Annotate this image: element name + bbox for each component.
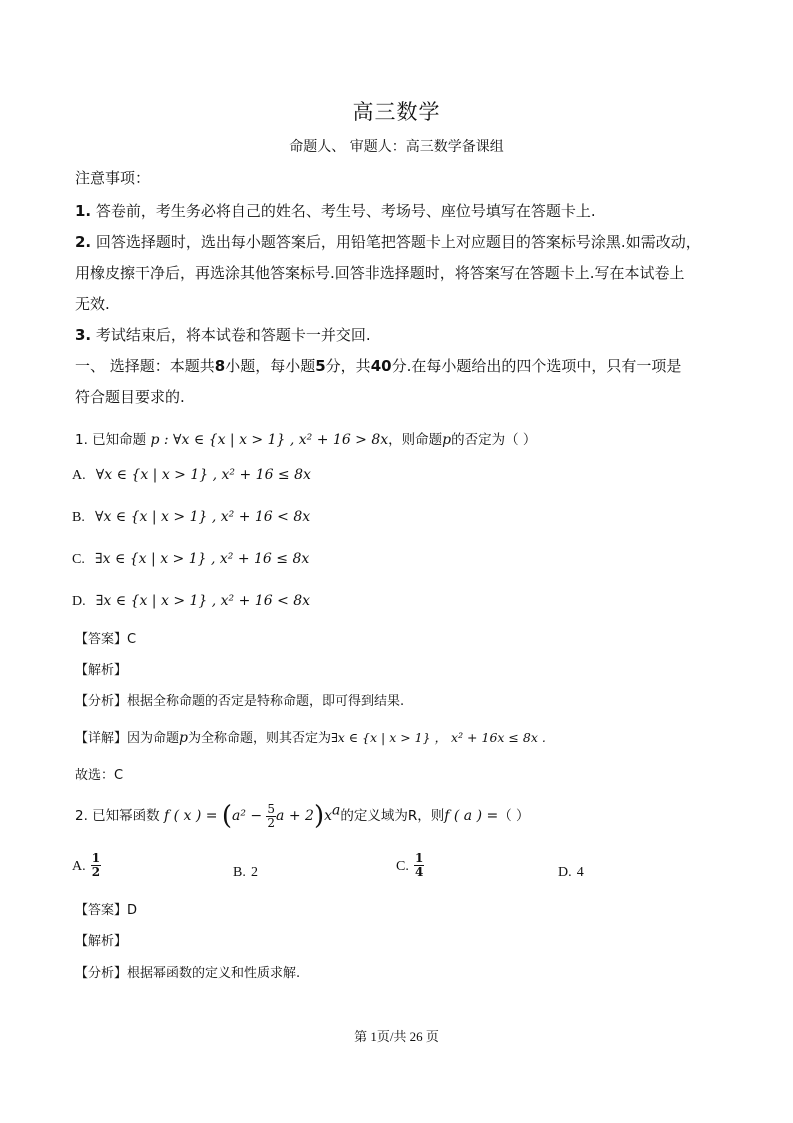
q2-answer: 【答案】D — [75, 903, 138, 918]
q2-exponent: a — [332, 802, 341, 819]
notice-item-2-num: 2. — [75, 233, 92, 251]
q1-answer: 【答案】C — [75, 632, 137, 647]
section-1-text-g: 分.在每小题给出的四个选项中，只有一项是 — [391, 357, 682, 375]
q1-detail-math: ∃x ∈ {x | x > 1} ， x² + 16x ≤ 8x . — [331, 730, 546, 745]
q2-option-b — [233, 861, 258, 881]
section-1-text-a: 一、 选择题：本题共 — [75, 357, 215, 375]
q1-suffix: 的否定为（ ） — [451, 432, 537, 448]
q2-option-a-label: A. — [72, 859, 86, 874]
q2-fx: f ( x ) = — [163, 808, 218, 824]
notice-item-2-text-line2: 用橡皮擦干净后，再选涂其他答案标号.回答非选择题时，将答案写在答题卡上.写在本试卷上 — [75, 264, 685, 282]
q1-mid: ，则命题 — [388, 432, 443, 448]
q2-option-c-num: 1 — [414, 851, 424, 865]
q2-suffix: （ ） — [498, 808, 530, 824]
q2-frac-num: 5 — [267, 801, 276, 816]
q1-option-b — [72, 506, 310, 526]
q1-option-d-math: ∃x ∈ {x | x > 1} , x² + 16 < 8x — [95, 593, 311, 609]
q2-option-a-frac — [91, 852, 101, 879]
q2-option-d — [558, 861, 584, 881]
q1-detail-mid: 为全称命题，则其否定为 — [187, 731, 331, 746]
q1-option-c — [72, 548, 309, 568]
q1-detail-p: p — [179, 730, 188, 746]
section-1-intro — [75, 355, 681, 376]
q2-option-c — [396, 852, 424, 879]
q2-option-d-value: 4 — [576, 865, 584, 880]
q1-detail-prefix: 【详解】因为命题 — [75, 731, 180, 746]
q2-option-b-value: 2 — [250, 865, 258, 880]
question-1-stem — [75, 428, 536, 448]
q2-option-d-label: D. — [558, 865, 572, 880]
q2-option-c-den: 4 — [414, 865, 424, 879]
q2-option-c-label: C. — [396, 859, 409, 874]
notice-item-2-text-line1: 回答选择题时，选出每小题答案后，用铅笔把答题卡上对应题目的答案标号涂黑.如需改动， — [95, 233, 701, 251]
q1-option-d — [72, 590, 310, 610]
notice-item-3 — [75, 324, 371, 345]
notice-item-1 — [75, 200, 596, 221]
author-line: 命题人、 审题人：高三数学备课组 — [289, 139, 504, 155]
q2-option-b-label: B. — [233, 865, 246, 880]
q1-option-c-math: ∃x ∈ {x | x > 1} , x² + 16 ≤ 8x — [95, 551, 310, 567]
q1-option-a — [72, 464, 311, 484]
q2-analysis-tag: 【解析】 — [75, 934, 128, 949]
q2-tail: a + 2 — [276, 808, 314, 824]
q2-close-paren: ) — [313, 801, 325, 831]
q1-prefix: 1. 已知命题 — [75, 432, 147, 448]
q2-prefix: 2. 已知幂函数 — [75, 808, 160, 824]
q1-option-b-label: B. — [72, 510, 85, 525]
q2-fa: f ( a ) = — [444, 808, 499, 824]
notice-item-1-num: 1. — [75, 202, 92, 220]
q2-option-a-num: 1 — [91, 851, 101, 865]
q2-option-c-frac — [414, 852, 424, 879]
notice-item-2-text-line3: 无效. — [75, 295, 110, 313]
q1-option-a-math: ∀x ∈ {x | x > 1} , x² + 16 ≤ 8x — [95, 467, 311, 483]
page-number: 第 1页/共 26 页 — [354, 1029, 439, 1044]
section-1-text-c: 小题，每小题 — [225, 357, 316, 375]
q1-detail — [75, 727, 546, 746]
q1-proposition: p : ∀x ∈ {x | x > 1} , x² + 16 > 8x — [150, 432, 389, 448]
page-title: 高三数学 — [352, 100, 441, 124]
section-1-text-e: 分，共 — [325, 357, 371, 375]
q2-option-a — [72, 852, 101, 879]
q2-option-a-den: 2 — [91, 865, 101, 879]
question-2-stem — [75, 801, 530, 831]
notice-heading: 注意事项： — [75, 169, 151, 187]
q1-p: p — [442, 432, 452, 448]
q1-option-d-label: D. — [72, 594, 86, 609]
notice-item-2 — [75, 231, 701, 252]
q1-option-c-label: C. — [72, 552, 85, 567]
q1-option-a-label: A. — [72, 468, 86, 483]
q2-x: x — [324, 808, 332, 824]
section-1-points-each: 5 — [315, 357, 326, 375]
q1-analysis: 【分析】根据全称命题的否定是特称命题，即可得到结果. — [75, 694, 405, 709]
notice-item-3-text: 考试结束后，将本试卷和答题卡一并交回. — [95, 326, 371, 344]
q2-frac-den: 2 — [267, 815, 276, 830]
q2-analysis: 【分析】根据幂函数的定义和性质求解. — [75, 966, 301, 981]
section-1-intro-line2: 符合题目要求的. — [75, 388, 185, 406]
section-1-count: 8 — [214, 357, 226, 375]
q1-option-b-math: ∀x ∈ {x | x > 1} , x² + 16 < 8x — [95, 509, 311, 525]
notice-item-1-text: 答卷前，考生务必将自己的姓名、考生号、考场号、座位号填写在答题卡上. — [95, 202, 596, 220]
q2-mid: 的定义域为R，则 — [340, 808, 445, 824]
q2-fraction — [266, 803, 276, 830]
q2-open-paren: ( — [221, 801, 232, 831]
q1-analysis-tag: 【解析】 — [75, 663, 128, 678]
q2-a2: a² − — [231, 808, 263, 824]
section-1-points-total: 40 — [370, 357, 392, 375]
q1-conclusion: 故选：C — [75, 768, 124, 783]
notice-item-3-num: 3. — [75, 326, 92, 344]
